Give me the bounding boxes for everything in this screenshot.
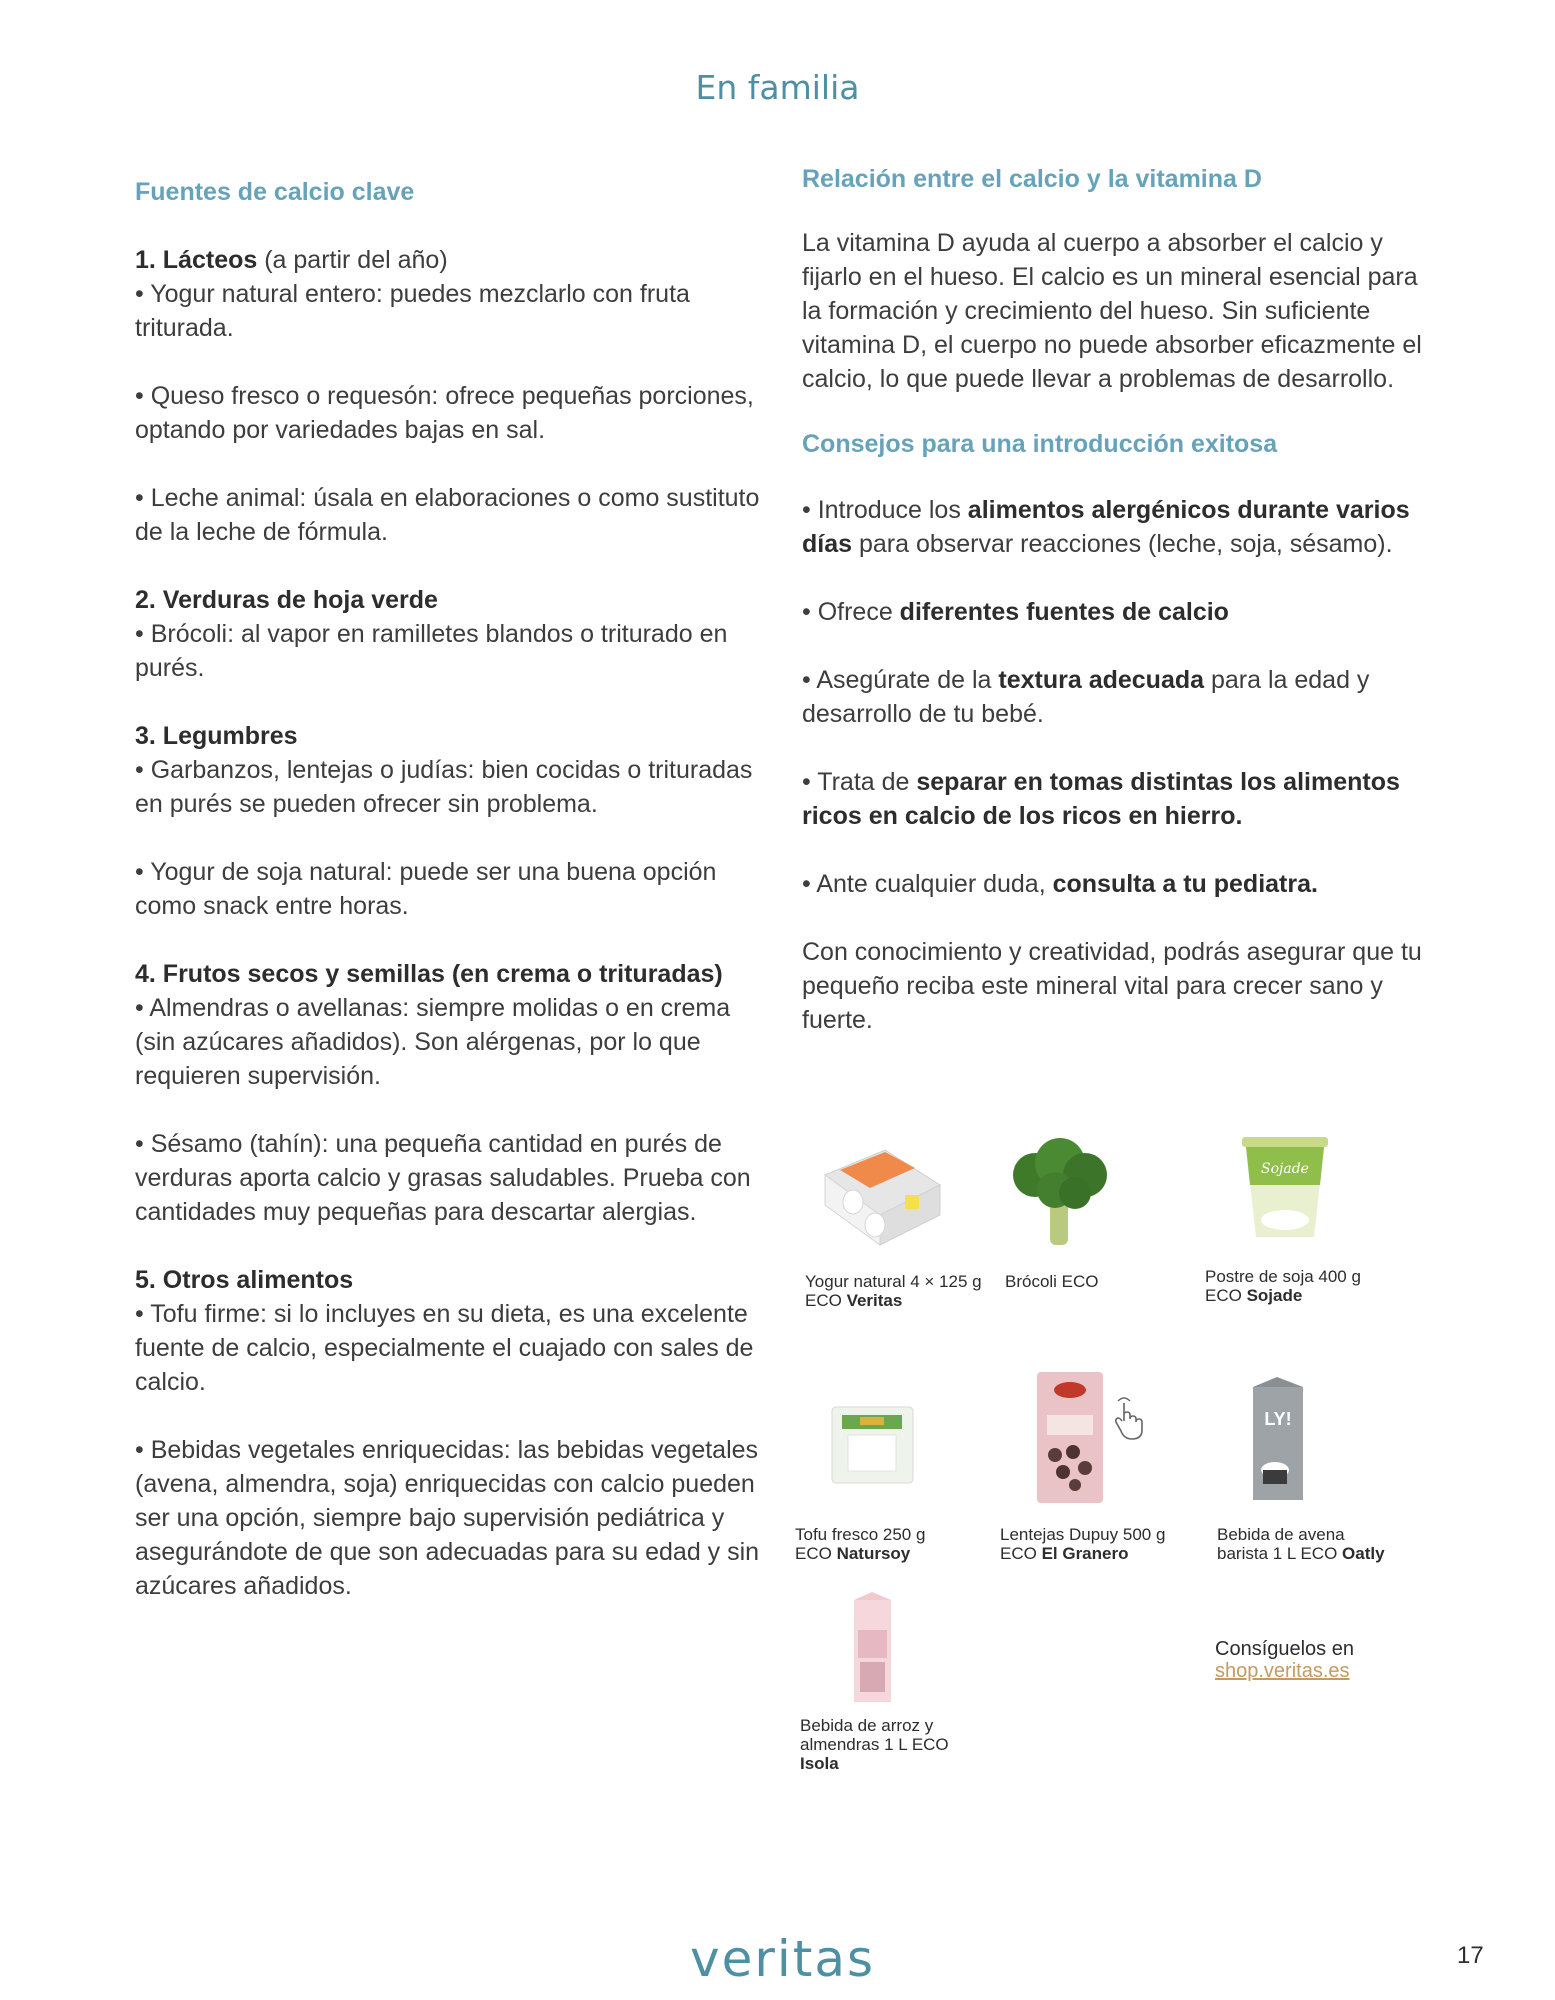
tap-hand-icon: [1110, 1395, 1155, 1440]
vitamin-d-heading: Relación entre el calcio y la vitamina D: [802, 165, 1262, 193]
shop-text: Consíguelos en: [1215, 1638, 1354, 1660]
shop-link[interactable]: shop.veritas.es: [1215, 1660, 1350, 1682]
tip-allergens: • Introduce los alimentos alergénicos durante varios días para observar reacciones (leche, soja, sésamo).: [802, 496, 1410, 558]
vitamin-d-column: [802, 165, 1442, 1037]
tip-separate: • Trata de separar en tomas distintas los alimentos ricos en calcio de los ricos en hierro.: [802, 768, 1400, 830]
sesame-item: • Sésamo (tahín): una pequeña cantidad en purés de verduras aporta calcio y grasas saludables. Prueba con cantidades muy pequeñas para descartar alergias.: [135, 1130, 751, 1226]
nuts-item: • Almendras o avellanas: siempre molidas o en crema (sin azúcares añadidos). Son alérgenas, por lo que requieren supervisión.: [135, 994, 731, 1090]
shop-callout: [1215, 1638, 1435, 1682]
veritas-logo: veritas: [690, 1930, 876, 1985]
dairy-cheese-item: • Queso fresco o requesón: ofrece pequeñas porciones, optando por variedades bajas en sal.: [135, 382, 754, 444]
page-number: 17: [1457, 1942, 1484, 1969]
lentils-bag-icon: [1035, 1370, 1105, 1505]
vitamin-d-paragraph: La vitamina D ayuda al cuerpo a absorber el calcio y fijarlo en el hueso. El calcio es un mineral esencial para la formación y crecimiento del hueso. Sin suficiente vitamina D, el cuerpo no puede absorber eficazmente el calcio, lo que puede llevar a problemas de desarrollo.: [802, 229, 1422, 393]
section-5-title: 5. Otros alimentos: [135, 1266, 354, 1294]
product-grid: Yogur natural 4 × 125 g ECO Veritas Brócoli ECO Sojade Postre de soja 400 g ECO Sojade Tofu fresco 250 g ECO Natursoy Lentejas Dupuy 500 g ECO El Granero LY! Bebida de avena barista 1 L ECO Oatly Bebida de arroz y almendras 1 L ECO Isola Consíguelos en shop.veritas.es: [795, 1130, 1445, 1790]
svg-text:LY!: LY!: [1264, 1409, 1292, 1429]
plant-drinks-item: • Bebidas vegetales enriquecidas: las bebidas vegetales (avena, almendra, soja) enriquecidas con calcio pueden ser una opción, siempre bajo supervisión pediátrica y asegurándote de que son adecuadas para su edad y sin azúcares añadidos.: [135, 1436, 760, 1600]
closing-paragraph: Con conocimiento y creatividad, podrás asegurar que tu pequeño reciba este mineral vital para crecer sano y fuerte.: [802, 938, 1422, 1034]
soy-yogurt-item: • Yogur de soja natural: puede ser una buena opción como snack entre horas.: [135, 858, 717, 920]
tips-heading: Consejos para una introducción exitosa: [802, 430, 1278, 458]
yogurt-pack-icon: [815, 1140, 945, 1255]
oat-carton-icon: [1245, 1375, 1310, 1505]
section-4-title: 4. Frutos secos y semillas (en crema o trituradas): [135, 960, 723, 988]
calcium-sources-heading: Fuentes de calcio clave: [135, 178, 415, 206]
broccoli-item: • Brócoli: al vapor en ramilletes blandos o triturado en purés.: [135, 620, 728, 682]
tip-pediatrician: • Ante cualquier duda, consulta a tu pediatra.: [802, 870, 1318, 898]
tofu-item: • Tofu firme: si lo incluyes en su dieta, es una excelente fuente de calcio, especialmente el cuajado con sales de calcio.: [135, 1300, 754, 1396]
tip-texture: • Asegúrate de la textura adecuada para la edad y desarrollo de tu bebé.: [802, 666, 1370, 728]
legumes-item: • Garbanzos, lentejas o judías: bien cocidas o trituradas en purés se pueden ofrecer sin problema.: [135, 756, 753, 818]
section-1-title: 1. Lácteos (a partir del año): [135, 246, 448, 274]
soy-cup-icon: [1240, 1135, 1330, 1245]
tip-sources: • Ofrece diferentes fuentes de calcio: [802, 598, 1229, 626]
section-3-title: 3. Legumbres: [135, 722, 298, 750]
tofu-pack-icon: [830, 1405, 915, 1485]
dairy-yogurt-item: • Yogur natural entero: puedes mezclarlo con fruta triturada.: [135, 280, 690, 342]
dairy-milk-item: • Leche animal: úsala en elaboraciones o como sustituto de la leche de fórmula.: [135, 484, 760, 546]
svg-text:Sojade: Sojade: [1261, 1161, 1309, 1177]
page-section-title: En familia: [695, 68, 860, 107]
calcium-sources-column: [135, 178, 775, 1603]
section-2-title: 2. Verduras de hoja verde: [135, 586, 438, 614]
broccoli-icon: [1005, 1135, 1115, 1255]
rice-almond-carton-icon: [850, 1590, 895, 1705]
